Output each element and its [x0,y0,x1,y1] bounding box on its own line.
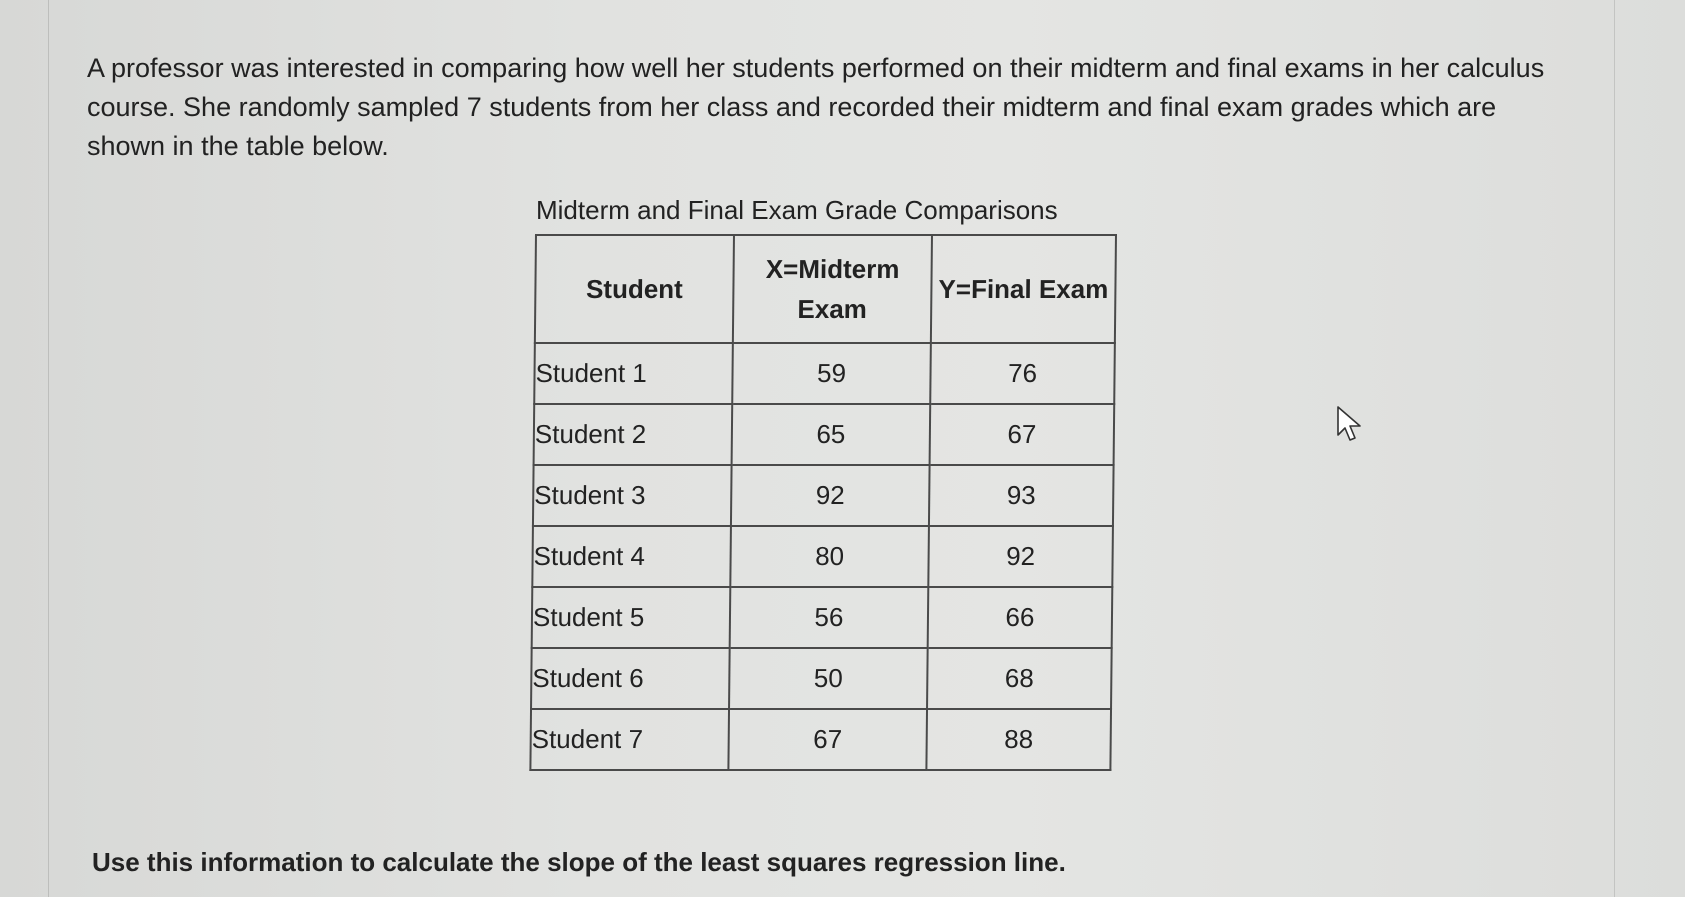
table-row [533,465,1114,526]
header-student: Student [535,235,734,343]
final-score-cell: 88 [926,709,1111,770]
student-name-cell: Student 1 [534,343,733,404]
student-name-cell: Student 5 [532,587,731,648]
table-caption: Midterm and Final Exam Grade Comparisons [536,195,1058,225]
problem-intro-text: A professor was interested in comparing how well her students performed on their midterm and final exams in her calculus course. She randomly sampled 7 students from her class and recorded their midterm and final exam grades which are shown in the table below. [87,53,1545,161]
midterm-score-cell: 67 [728,709,927,770]
grades-table [529,234,1117,771]
page-frame-right-edge [1614,0,1615,897]
header-midterm: X=Midterm Exam [733,235,932,343]
student-name-cell: Student 2 [534,404,733,465]
midterm-score-cell: 50 [729,648,928,709]
page-frame-left-edge [48,0,49,897]
student-name-cell: Student 4 [532,526,731,587]
student-name-cell: Student 3 [533,465,732,526]
midterm-score-cell: 59 [732,343,931,404]
header-final-exam: Y=Final Exam [931,235,1116,343]
midterm-score-cell: 65 [732,404,931,465]
midterm-score-cell: 92 [731,465,930,526]
table-header-row [535,235,1116,343]
final-score-cell: 66 [928,587,1113,648]
midterm-score-cell: 80 [730,526,929,587]
table-row [530,709,1111,770]
final-score-cell: 76 [930,343,1115,404]
midterm-score-cell: 56 [730,587,929,648]
student-name-cell: Student 6 [531,648,730,709]
final-score-cell: 92 [928,526,1113,587]
final-score-cell: 68 [927,648,1112,709]
table-row [534,404,1115,465]
table-row [532,587,1113,648]
final-score-cell: 67 [930,404,1115,465]
student-name-cell: Student 7 [530,709,729,770]
question-prompt: Use this information to calculate the slope of the least squares regression line. [92,847,1066,877]
table-row [532,526,1113,587]
table-row [531,648,1112,709]
table-row [534,343,1115,404]
mouse-pointer-icon [1335,405,1365,445]
final-score-cell: 93 [929,465,1114,526]
